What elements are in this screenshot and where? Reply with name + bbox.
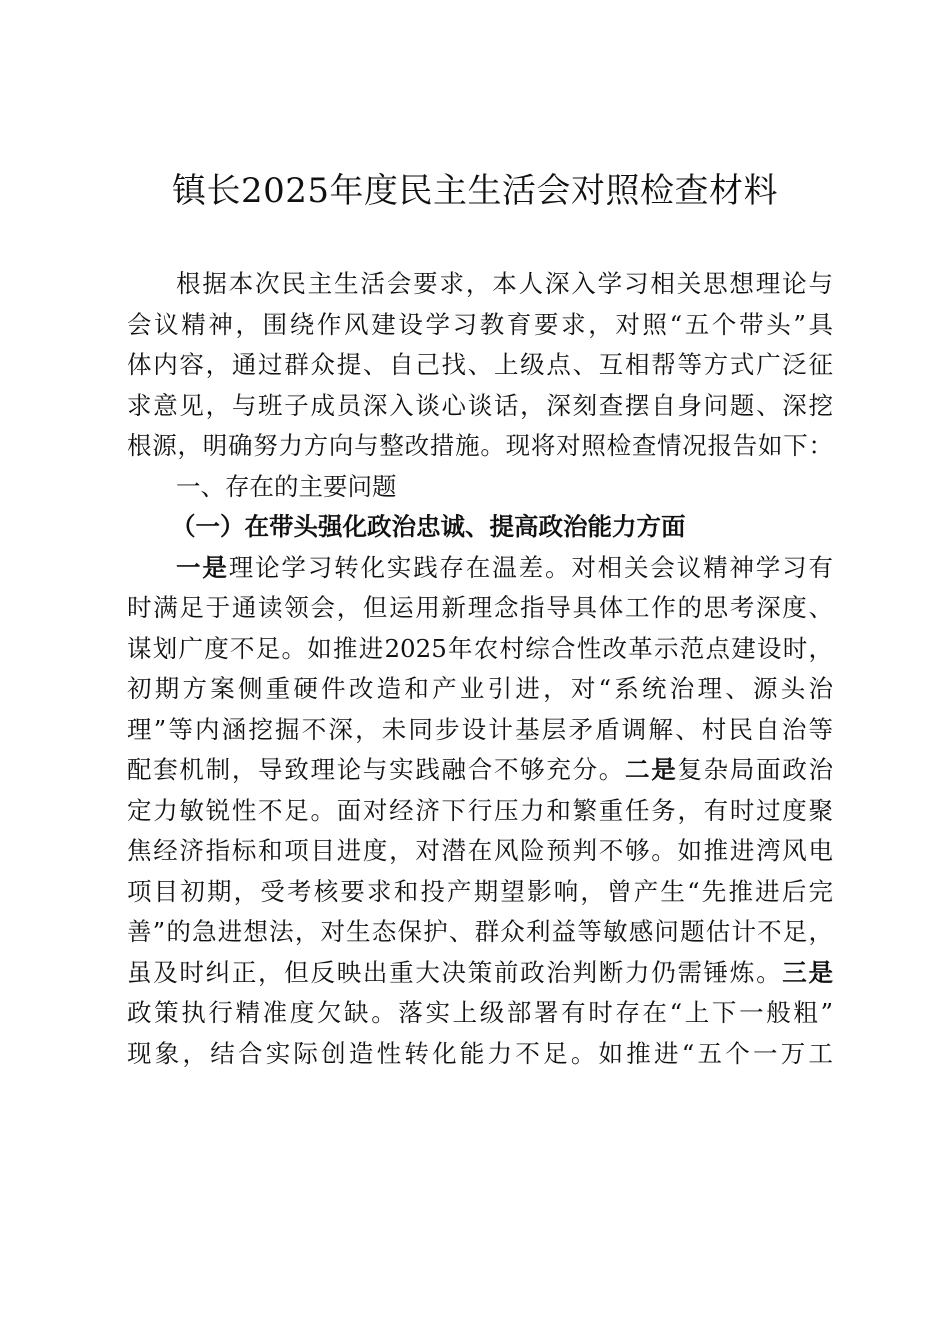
paragraph-line — [127, 750, 833, 791]
paragraph-text: 配套机制，导致理论与实践融合不够充分。 — [127, 755, 626, 784]
paragraph-line: 现象，结合实际创造性转化能力不足。如推进“五个一万工 — [127, 1038, 833, 1068]
subsection-heading: （一）在带头强化政治忠诚、提高政治能力方面 — [171, 512, 686, 541]
document-title: 镇长2025年度民主生活会对照检查材料 — [171, 171, 779, 211]
paragraph-line: 理”等内涵挖掘不深，未同步设计基层矛盾调解、村民自治等 — [127, 714, 833, 744]
paragraph-line: 定力敏锐性不足。面对经济下行压力和繁重任务，有时过度聚 — [127, 795, 833, 825]
intro-line: 根据本次民主生活会要求，本人深入学习相关思想理论与 — [176, 269, 833, 298]
paragraph-text: 复杂局面政治 — [677, 755, 834, 784]
paragraph-line — [127, 953, 833, 994]
paragraph-line: 政策执行精准度欠缺。落实上级部署有时存在“上下一般粗” — [127, 998, 833, 1027]
paragraph-text: 理论学习转化实践存在温差。对相关会议精神学习有 — [228, 552, 834, 582]
paragraph-text: 虽及时纠正，但反映出重大决策前政治判断力仍需锤炼。 — [127, 957, 783, 987]
paragraph-line: 时满足于通读领会，但运用新理念指导具体工作的思考深度、 — [127, 593, 833, 622]
intro-line: 体内容，通过群众提、自己找、上级点、互相帮等方式广泛征 — [127, 350, 833, 379]
intro-line: 求意见，与班子成员深入谈心谈话，深刻查摆自身问题、深挖 — [127, 390, 833, 420]
paragraph-line: 谋划广度不足。如推进2025年农村综合性改革示范点建设时， — [127, 633, 833, 663]
intro-line: 根源，明确努力方向与整改措施。现将对照检查情况报告如下： — [127, 431, 833, 460]
paragraph-line: 善”的急进想法，对生态保护、群众利益等敏感问题估计不足， — [127, 917, 833, 946]
paragraph-line: 初期方案侧重硬件改造和产业引进，对“系统治理、源头治 — [127, 674, 833, 703]
point-marker: 二是 — [625, 755, 678, 784]
paragraph-line: 项目初期，受考核要求和投产期望影响，曾产生“先推进后完 — [127, 876, 833, 906]
document-body — [127, 264, 833, 1074]
intro-line: 会议精神，围绕作风建设学习教育要求，对照“五个带头”具 — [127, 309, 833, 339]
section-heading: 一、存在的主要问题 — [176, 471, 397, 501]
paragraph-line: 焦经济指标和项目进度，对潜在风险预判不够。如推进湾风电 — [127, 836, 833, 865]
paragraph-line — [127, 548, 833, 589]
point-marker: 三是 — [782, 957, 834, 987]
point-marker: 一是 — [176, 552, 229, 582]
